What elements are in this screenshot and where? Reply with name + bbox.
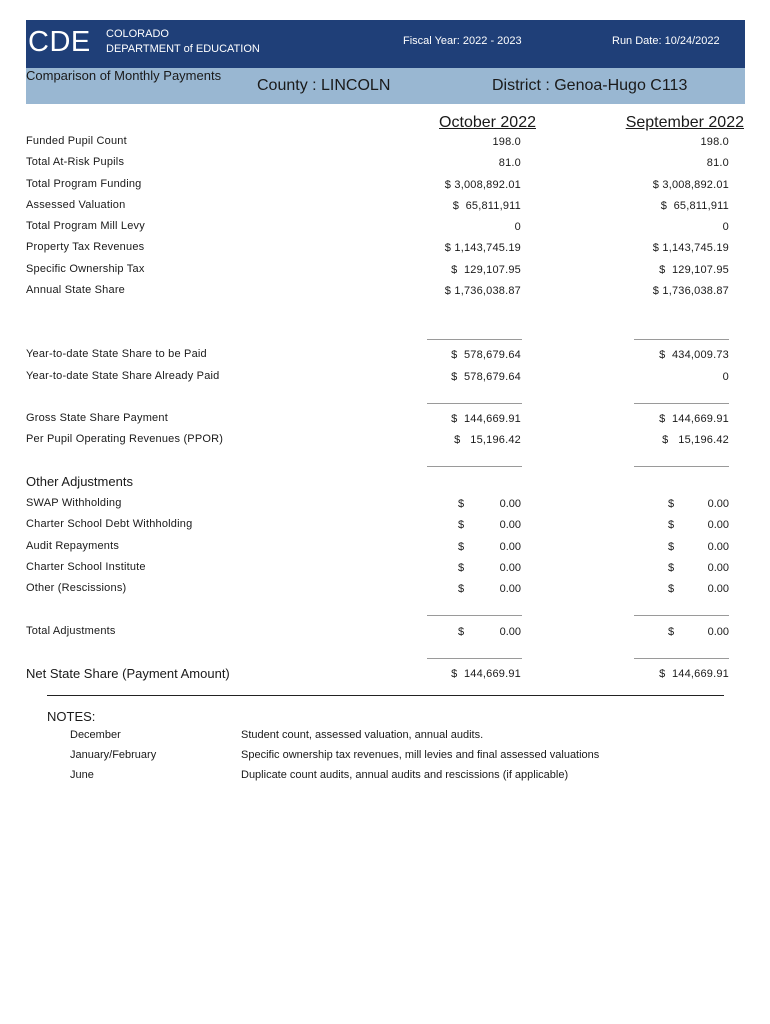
note-description: Student count, assessed valuation, annual audits. — [241, 729, 484, 741]
row-value-oct: $ 15,196.42 — [454, 434, 521, 446]
row-label: Specific Ownership Tax — [26, 263, 145, 275]
row-value-sep: 0.00 — [707, 626, 729, 638]
column-header-october: October 2022 — [439, 114, 536, 131]
row-label: Year-to-date State Share Already Paid — [26, 370, 220, 382]
row-value-sep: 198.0 — [700, 136, 729, 148]
row-value-sep: 0.00 — [707, 562, 729, 574]
currency-symbol: $ — [668, 562, 675, 574]
currency-symbol: $ — [668, 498, 675, 510]
net-value-oct: $ 144,669.91 — [451, 668, 521, 680]
note-description: Duplicate count audits, annual audits and rescissions (if applicable) — [241, 769, 569, 781]
subheader-band — [26, 68, 745, 104]
divider-line — [427, 339, 522, 340]
row-value-sep: $ 434,009.73 — [659, 349, 729, 361]
dept-name-line1: COLORADO — [106, 28, 169, 40]
report-title: Comparison of Monthly Payments — [26, 68, 222, 83]
cde-logo: CDE — [28, 26, 91, 58]
row-value-sep: $ 144,669.91 — [659, 413, 729, 425]
note-month: January/February — [70, 749, 157, 761]
row-value-sep: 81.0 — [706, 157, 729, 169]
divider-line — [634, 615, 729, 616]
row-value-sep: $ 129,107.95 — [659, 264, 729, 276]
row-value-oct: $ 578,679.64 — [451, 371, 521, 383]
currency-symbol: $ — [458, 498, 465, 510]
divider-line — [427, 658, 522, 659]
row-value-oct: 0 — [514, 221, 521, 233]
row-value-sep: 0.00 — [707, 498, 729, 510]
currency-symbol: $ — [458, 519, 465, 531]
row-label: Audit Repayments — [26, 540, 120, 552]
row-label: Total At-Risk Pupils — [26, 156, 125, 168]
row-value-sep: 0.00 — [707, 519, 729, 531]
row-value-oct: 0.00 — [499, 626, 521, 638]
row-value-sep: 0 — [722, 371, 729, 383]
row-label: SWAP Withholding — [26, 497, 122, 509]
row-value-sep: 0.00 — [707, 583, 729, 595]
row-value-oct: 0.00 — [499, 583, 521, 595]
row-value-oct: $ 65,811,911 — [452, 200, 521, 212]
separator-rule — [47, 695, 724, 696]
note-month: December — [70, 729, 121, 741]
divider-line — [427, 466, 522, 467]
currency-symbol: $ — [458, 541, 465, 553]
divider-line — [427, 615, 522, 616]
row-value-sep: 0 — [722, 221, 729, 233]
row-value-sep: 0.00 — [707, 541, 729, 553]
row-value-oct: $ 578,679.64 — [451, 349, 521, 361]
fiscal-year: Fiscal Year: 2022 - 2023 — [403, 35, 522, 47]
row-value-oct: 0.00 — [499, 519, 521, 531]
net-state-share-label: Net State Share (Payment Amount) — [26, 666, 230, 681]
row-value-oct: $ 3,008,892.01 — [444, 179, 521, 191]
row-value-sep: $ 65,811,911 — [660, 200, 729, 212]
row-label: Other (Rescissions) — [26, 582, 127, 594]
county-label: County : LINCOLN — [257, 77, 391, 94]
row-value-oct: 81.0 — [498, 157, 521, 169]
row-label: Assessed Valuation — [26, 199, 126, 211]
header-band — [26, 20, 745, 68]
currency-symbol: $ — [668, 519, 675, 531]
row-value-oct: $ 1,143,745.19 — [444, 242, 521, 254]
notes-title: NOTES: — [47, 709, 96, 724]
divider-line — [634, 403, 729, 404]
row-value-oct: 0.00 — [499, 562, 521, 574]
row-label: Charter School Debt Withholding — [26, 518, 193, 530]
section-title-other-adjustments: Other Adjustments — [26, 474, 133, 489]
row-label: Total Program Mill Levy — [26, 220, 145, 232]
currency-symbol: $ — [668, 626, 675, 638]
net-value-sep: $ 144,669.91 — [659, 668, 729, 680]
row-label: Annual State Share — [26, 284, 126, 296]
district-label: District : Genoa-Hugo C113 — [492, 77, 688, 94]
row-label: Year-to-date State Share to be Paid — [26, 348, 207, 360]
row-value-sep: $ 15,196.42 — [662, 434, 729, 446]
row-value-sep: $ 3,008,892.01 — [652, 179, 729, 191]
row-label-total-adjustments: Total Adjustments — [26, 625, 116, 637]
note-month: June — [70, 769, 94, 781]
row-label: Charter School Institute — [26, 561, 146, 573]
currency-symbol: $ — [458, 626, 465, 638]
row-value-oct: $ 129,107.95 — [451, 264, 521, 276]
run-date: Run Date: 10/24/2022 — [612, 35, 720, 47]
currency-symbol: $ — [458, 583, 465, 595]
divider-line — [634, 658, 729, 659]
currency-symbol: $ — [668, 583, 675, 595]
dept-name-line2: DEPARTMENT of EDUCATION — [106, 43, 260, 55]
row-label: Gross State Share Payment — [26, 412, 168, 424]
currency-symbol: $ — [458, 562, 465, 574]
row-value-oct: 0.00 — [499, 541, 521, 553]
row-value-oct: $ 1,736,038.87 — [444, 285, 521, 297]
row-value-oct: 198.0 — [492, 136, 521, 148]
row-value-sep: $ 1,736,038.87 — [652, 285, 729, 297]
note-description: Specific ownership tax revenues, mill levies and final assessed valuations — [241, 749, 600, 761]
row-label: Per Pupil Operating Revenues (PPOR) — [26, 433, 224, 445]
divider-line — [427, 403, 522, 404]
divider-line — [634, 339, 729, 340]
divider-line — [634, 466, 729, 467]
row-value-oct: 0.00 — [499, 498, 521, 510]
row-label: Funded Pupil Count — [26, 135, 127, 147]
row-value-oct: $ 144,669.91 — [451, 413, 521, 425]
currency-symbol: $ — [668, 541, 675, 553]
column-header-september: September 2022 — [625, 114, 744, 131]
row-label: Total Program Funding — [26, 178, 142, 190]
row-label: Property Tax Revenues — [26, 241, 145, 253]
row-value-sep: $ 1,143,745.19 — [652, 242, 729, 254]
